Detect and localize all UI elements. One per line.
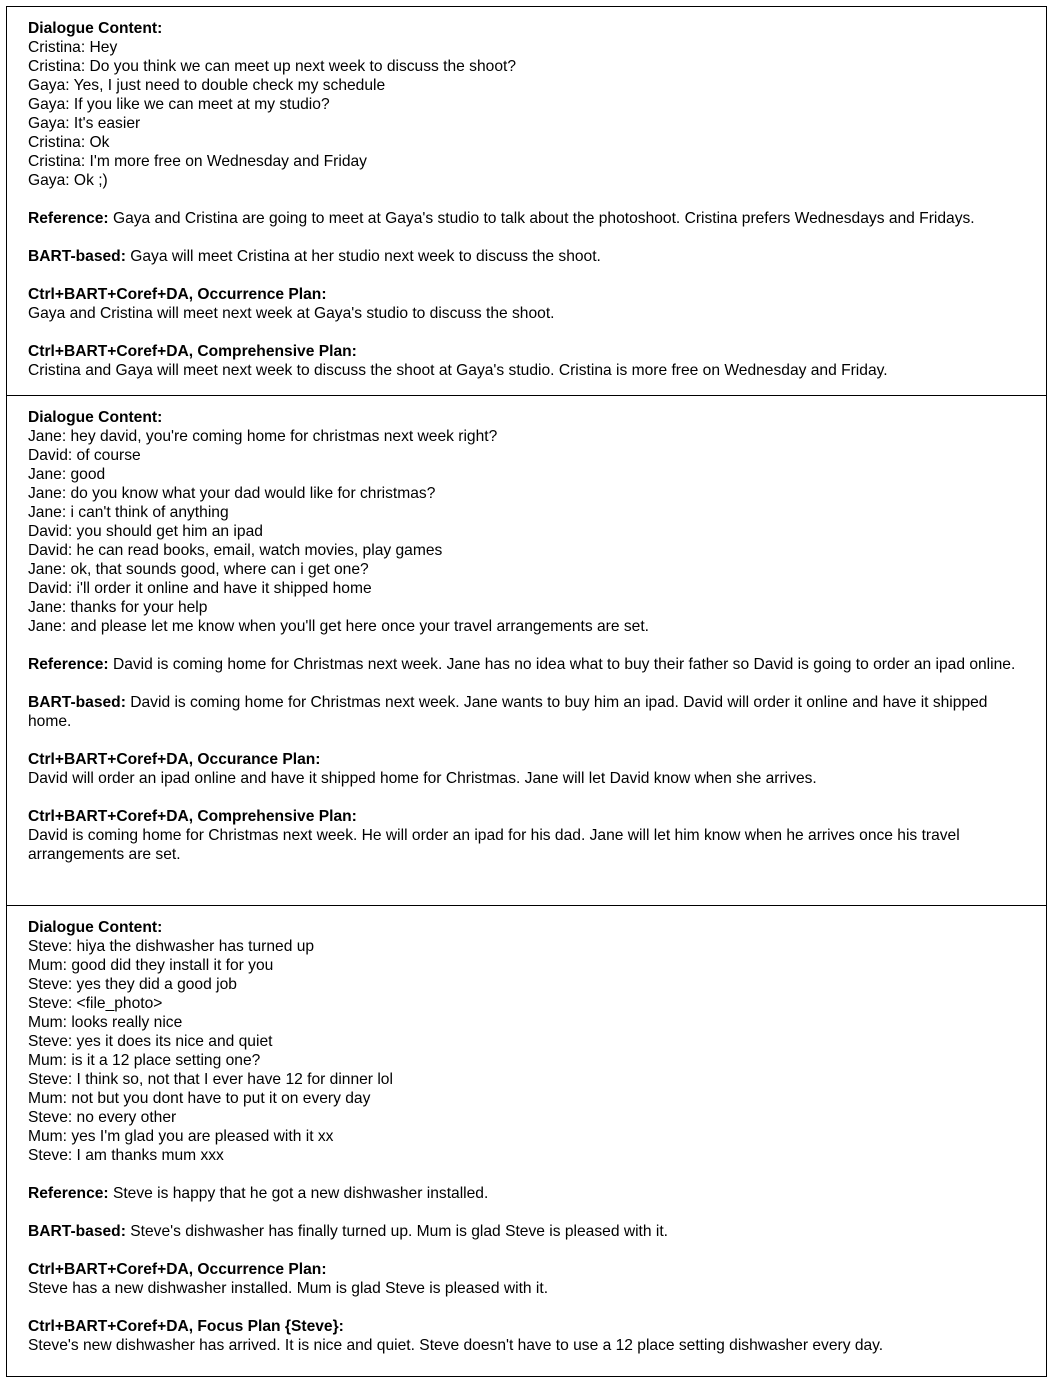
dialogue-line: David: of course: [28, 447, 141, 464]
dialogue-line: Mum: not but you dont have to put it on every day: [28, 1090, 371, 1107]
plan1-summary: Steve has a new dishwasher installed. Mum is glad Steve is pleased with it.: [28, 1280, 549, 1297]
reference-label: Reference:: [28, 210, 109, 227]
spacer: [28, 1203, 1025, 1222]
dialogue-line: Jane: ok, that sounds good, where can i get one?: [28, 561, 369, 578]
plan2-summary: David is coming home for Christmas next week. He will order an ipad for his dad. Jane will let him know when he arrives once his travel arrangements are set.: [28, 827, 960, 863]
bart-label: BART-based:: [28, 248, 126, 265]
dialogue-line: Cristina: Ok: [28, 134, 110, 151]
dialogue-line: Jane: thanks for your help: [28, 599, 208, 616]
spacer: [28, 731, 1025, 750]
dialogue-line: Steve: I think so, not that I ever have 12 for dinner lol: [28, 1071, 393, 1088]
spacer: [28, 190, 1025, 209]
bart-summary: [28, 1222, 1025, 1241]
dialogue-header: Dialogue Content:: [28, 20, 163, 37]
plan1-label: Ctrl+BART+Coref+DA, Occurrence Plan:: [28, 1261, 327, 1278]
example-row: [7, 395, 1046, 905]
dialogue-line: Steve: I am thanks mum xxx: [28, 1147, 224, 1164]
bart-text: Gaya will meet Cristina at her studio next week to discuss the shoot.: [130, 248, 601, 265]
spacer: [28, 636, 1025, 655]
dialogue-line: Steve: yes they did a good job: [28, 976, 237, 993]
bart-label: BART-based:: [28, 1223, 126, 1240]
dialogue-header: Dialogue Content:: [28, 919, 163, 936]
plan1-summary: Gaya and Cristina will meet next week at Gaya's studio to discuss the shoot.: [28, 305, 555, 322]
reference-summary: [28, 655, 1025, 674]
dialogue-line: Gaya: It's easier: [28, 115, 141, 132]
dialogue-line: Mum: yes I'm glad you are pleased with it xx: [28, 1128, 334, 1145]
reference-text: David is coming home for Christmas next week. Jane has no idea what to buy their father so David is going to order an ipad online.: [112, 656, 1016, 673]
dialogue-line: Mum: looks really nice: [28, 1014, 183, 1031]
spacer: [28, 1298, 1025, 1317]
plan1-label: Ctrl+BART+Coref+DA, Occurrence Plan:: [28, 286, 327, 303]
dialogue-line: Cristina: Hey: [28, 39, 118, 56]
spacer: [28, 1165, 1025, 1184]
spacer: [28, 788, 1025, 807]
reference-label: Reference:: [28, 1185, 109, 1202]
dialogue-line: Cristina: Do you think we can meet up next week to discuss the shoot?: [28, 58, 516, 75]
dialogue-line: David: he can read books, email, watch movies, play games: [28, 542, 443, 559]
dialogue-line: Mum: good did they install it for you: [28, 957, 274, 974]
spacer: [28, 674, 1025, 693]
reference-label: Reference:: [28, 656, 109, 673]
reference-summary: [28, 1184, 1025, 1203]
plan2-label: Ctrl+BART+Coref+DA, Focus Plan {Steve}:: [28, 1318, 344, 1335]
dialogue-line: Gaya: If you like we can meet at my studio?: [28, 96, 330, 113]
reference-summary: [28, 209, 1025, 228]
bart-label: BART-based:: [28, 694, 126, 711]
example-row: [7, 7, 1046, 395]
dialogue-line: Jane: and please let me know when you'll get here once your travel arrangements are set.: [28, 618, 650, 635]
plan1-summary: David will order an ipad online and have it shipped home for Christmas. Jane will let David know when she arrives.: [28, 770, 817, 787]
bart-text: David is coming home for Christmas next week. Jane wants to buy him an ipad. David will order it online and have it shipped home.: [28, 694, 988, 730]
example-row: [7, 905, 1046, 1376]
dialogue-line: Jane: hey david, you're coming home for christmas next week right?: [28, 428, 498, 445]
dialogue-line: Steve: no every other: [28, 1109, 177, 1126]
spacer: [28, 323, 1025, 342]
plan2-label: Ctrl+BART+Coref+DA, Comprehensive Plan:: [28, 808, 357, 825]
dialogue-line: Cristina: I'm more free on Wednesday and Friday: [28, 153, 367, 170]
dialogue-line: Mum: is it a 12 place setting one?: [28, 1052, 261, 1069]
dialogue-line: Gaya: Yes, I just need to double check my schedule: [28, 77, 386, 94]
plan2-summary: Cristina and Gaya will meet next week to discuss the shoot at Gaya's studio. Cristina is more free on Wednesday and Friday.: [28, 362, 888, 379]
dialogue-line: Steve: hiya the dishwasher has turned up: [28, 938, 315, 955]
reference-text: Steve is happy that he got a new dishwasher installed.: [112, 1185, 489, 1202]
dialogue-line: David: you should get him an ipad: [28, 523, 263, 540]
dialogue-header: Dialogue Content:: [28, 409, 163, 426]
reference-text: Gaya and Cristina are going to meet at Gaya's studio to talk about the photoshoot. Cristina prefers Wednesdays and Fridays.: [112, 210, 975, 227]
spacer: [28, 266, 1025, 285]
dialogue-line: Gaya: Ok ;): [28, 172, 108, 189]
bart-summary: [28, 247, 1025, 266]
dialogue-line: Jane: good: [28, 466, 106, 483]
bart-text: Steve's dishwasher has finally turned up. Mum is glad Steve is pleased with it.: [130, 1223, 669, 1240]
spacer: [28, 1241, 1025, 1260]
plan1-label: Ctrl+BART+Coref+DA, Occurance Plan:: [28, 751, 321, 768]
dialogue-line: Jane: i can't think of anything: [28, 504, 229, 521]
spacer: [28, 228, 1025, 247]
plan2-label: Ctrl+BART+Coref+DA, Comprehensive Plan:: [28, 343, 357, 360]
dialogue-line: Steve: <file_photo>: [28, 995, 163, 1012]
dialogue-line: Steve: yes it does its nice and quiet: [28, 1033, 273, 1050]
bart-summary: [28, 693, 1025, 731]
plan2-summary: Steve's new dishwasher has arrived. It is nice and quiet. Steve doesn't have to use a 12 place setting dishwasher every day.: [28, 1337, 884, 1354]
dialogue-line: Jane: do you know what your dad would like for christmas?: [28, 485, 436, 502]
examples-table: [6, 6, 1047, 1377]
dialogue-line: David: i'll order it online and have it shipped home: [28, 580, 372, 597]
